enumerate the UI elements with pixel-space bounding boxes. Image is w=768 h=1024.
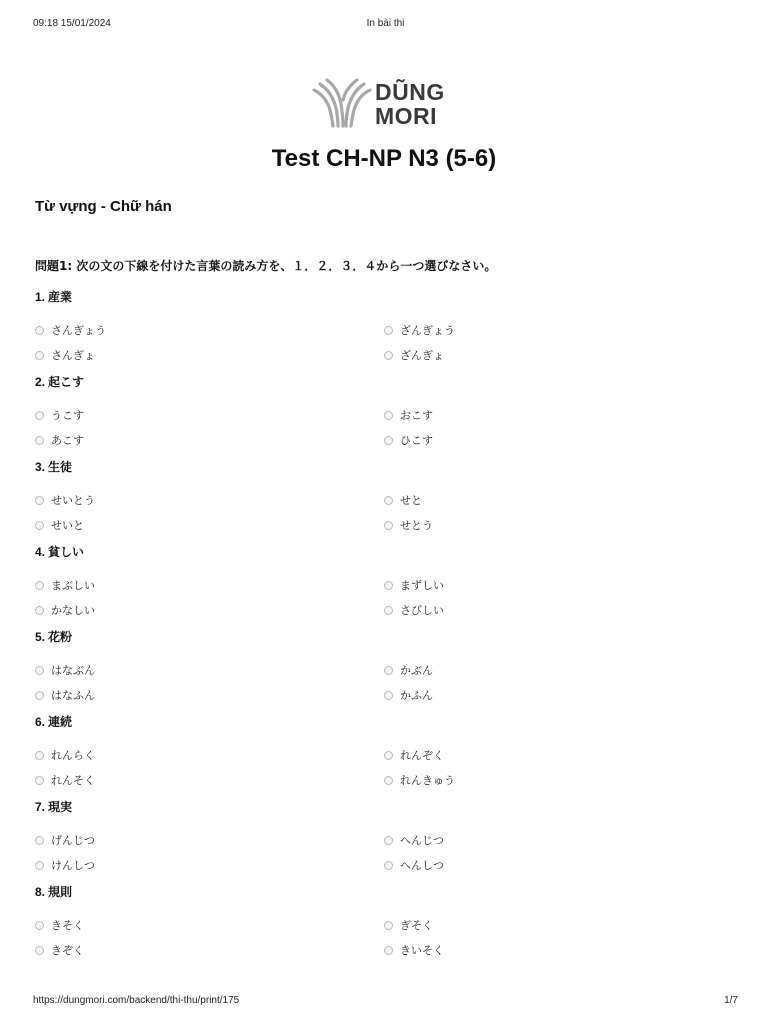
question-word: 現実 — [48, 800, 73, 814]
radio-icon[interactable] — [384, 691, 393, 700]
answer-option[interactable]: かなしい — [35, 602, 95, 618]
radio-icon[interactable] — [384, 326, 393, 335]
radio-icon[interactable] — [384, 411, 393, 420]
radio-icon[interactable] — [384, 606, 393, 615]
answer-option[interactable]: かぶん — [384, 662, 433, 678]
answer-option[interactable]: きぞく — [35, 942, 84, 958]
print-url: https://dungmori.com/backend/thi-thu/print/175 — [33, 995, 240, 1006]
radio-icon[interactable] — [35, 606, 44, 615]
radio-icon[interactable] — [384, 776, 393, 785]
question-2 — [35, 374, 735, 459]
radio-icon[interactable] — [384, 861, 393, 870]
question-number: 1. — [35, 290, 46, 304]
question-7 — [35, 799, 735, 884]
question-word: 起こす — [48, 375, 85, 389]
radio-icon[interactable] — [35, 326, 44, 335]
answer-option[interactable]: まぶしい — [35, 577, 95, 593]
radio-icon[interactable] — [35, 666, 44, 675]
radio-icon[interactable] — [35, 521, 44, 530]
radio-icon[interactable] — [35, 496, 44, 505]
print-footer — [33, 995, 738, 1009]
answer-option[interactable]: ぎそく — [384, 917, 433, 933]
question-number: 7. — [35, 800, 46, 814]
radio-icon[interactable] — [35, 351, 44, 360]
radio-icon[interactable] — [35, 691, 44, 700]
question-1 — [35, 289, 735, 374]
answer-option[interactable]: せと — [384, 492, 422, 508]
question-list — [35, 289, 735, 969]
question-word: 生徒 — [48, 460, 73, 474]
answer-option[interactable]: ひこす — [384, 432, 433, 448]
radio-icon[interactable] — [35, 411, 44, 420]
radio-icon[interactable] — [384, 581, 393, 590]
logo-text: DŨNG MORI — [375, 79, 445, 129]
radio-icon[interactable] — [35, 581, 44, 590]
answer-option[interactable]: せいとう — [35, 492, 95, 508]
page-number: 1/7 — [724, 995, 738, 1006]
answer-option[interactable]: きいそく — [384, 942, 444, 958]
answer-option[interactable]: れんぞく — [384, 747, 444, 763]
radio-icon[interactable] — [35, 946, 44, 955]
radio-icon[interactable] — [35, 921, 44, 930]
answer-option[interactable]: きそく — [35, 917, 84, 933]
dungmori-logo — [312, 76, 462, 132]
answer-option[interactable]: あこす — [35, 432, 84, 448]
answer-option[interactable]: うこす — [35, 407, 84, 423]
answer-option[interactable]: おこす — [384, 407, 433, 423]
print-timestamp: 09:18 15/01/2024 — [33, 18, 111, 29]
radio-icon[interactable] — [384, 751, 393, 760]
radio-icon[interactable] — [384, 436, 393, 445]
answer-option[interactable]: けんしつ — [35, 857, 95, 873]
radio-icon[interactable] — [384, 836, 393, 845]
answer-option[interactable]: さびしい — [384, 602, 444, 618]
question-8 — [35, 884, 735, 969]
question-number: 4. — [35, 545, 46, 559]
radio-icon[interactable] — [35, 776, 44, 785]
radio-icon[interactable] — [384, 521, 393, 530]
question-number: 8. — [35, 885, 46, 899]
radio-icon[interactable] — [35, 836, 44, 845]
question-number: 6. — [35, 715, 46, 729]
answer-option[interactable]: はなふん — [35, 687, 95, 703]
answer-option[interactable]: げんじつ — [35, 832, 95, 848]
question-word: 産業 — [48, 290, 73, 304]
logo-mark-icon — [312, 76, 372, 128]
question-word: 貧しい — [48, 545, 85, 559]
question-number: 2. — [35, 375, 46, 389]
radio-icon[interactable] — [35, 436, 44, 445]
answer-option[interactable]: さんぎょう — [35, 322, 106, 338]
question-4 — [35, 544, 735, 629]
test-title: Test CH-NP N3 (5-6) — [271, 145, 497, 172]
answer-option[interactable]: せとう — [384, 517, 433, 533]
answer-option[interactable]: せいと — [35, 517, 84, 533]
question-word: 規則 — [48, 885, 73, 899]
answer-option[interactable]: ざんぎょ — [384, 347, 444, 363]
radio-icon[interactable] — [35, 861, 44, 870]
question-6 — [35, 714, 735, 799]
answer-option[interactable]: ざんぎょう — [384, 322, 455, 338]
radio-icon[interactable] — [384, 921, 393, 930]
question-instruction: 問題1: 次の文の下線を付けた言葉の読み方を、１．２．３．４から一つ選びなさい。 — [35, 259, 497, 273]
answer-option[interactable]: へんしつ — [384, 857, 444, 873]
question-word: 花粉 — [48, 630, 73, 644]
radio-icon[interactable] — [35, 751, 44, 760]
answer-option[interactable]: かふん — [384, 687, 433, 703]
radio-icon[interactable] — [384, 946, 393, 955]
question-3 — [35, 459, 735, 544]
answer-option[interactable]: れんらく — [35, 747, 95, 763]
answer-option[interactable]: まずしい — [384, 577, 444, 593]
question-5 — [35, 629, 735, 714]
radio-icon[interactable] — [384, 351, 393, 360]
answer-option[interactable]: はなぶん — [35, 662, 95, 678]
print-header — [33, 18, 738, 32]
question-number: 5. — [35, 630, 46, 644]
answer-option[interactable]: れんそく — [35, 772, 95, 788]
answer-option[interactable]: さんぎょ — [35, 347, 95, 363]
radio-icon[interactable] — [384, 496, 393, 505]
print-document-title: In bài thi — [366, 18, 405, 29]
question-word: 連続 — [48, 715, 73, 729]
question-number: 3. — [35, 460, 46, 474]
section-title: Từ vựng - Chữ hán — [35, 198, 172, 215]
radio-icon[interactable] — [384, 666, 393, 675]
answer-option[interactable]: へんじつ — [384, 832, 444, 848]
answer-option[interactable]: れんきゅう — [384, 772, 455, 788]
